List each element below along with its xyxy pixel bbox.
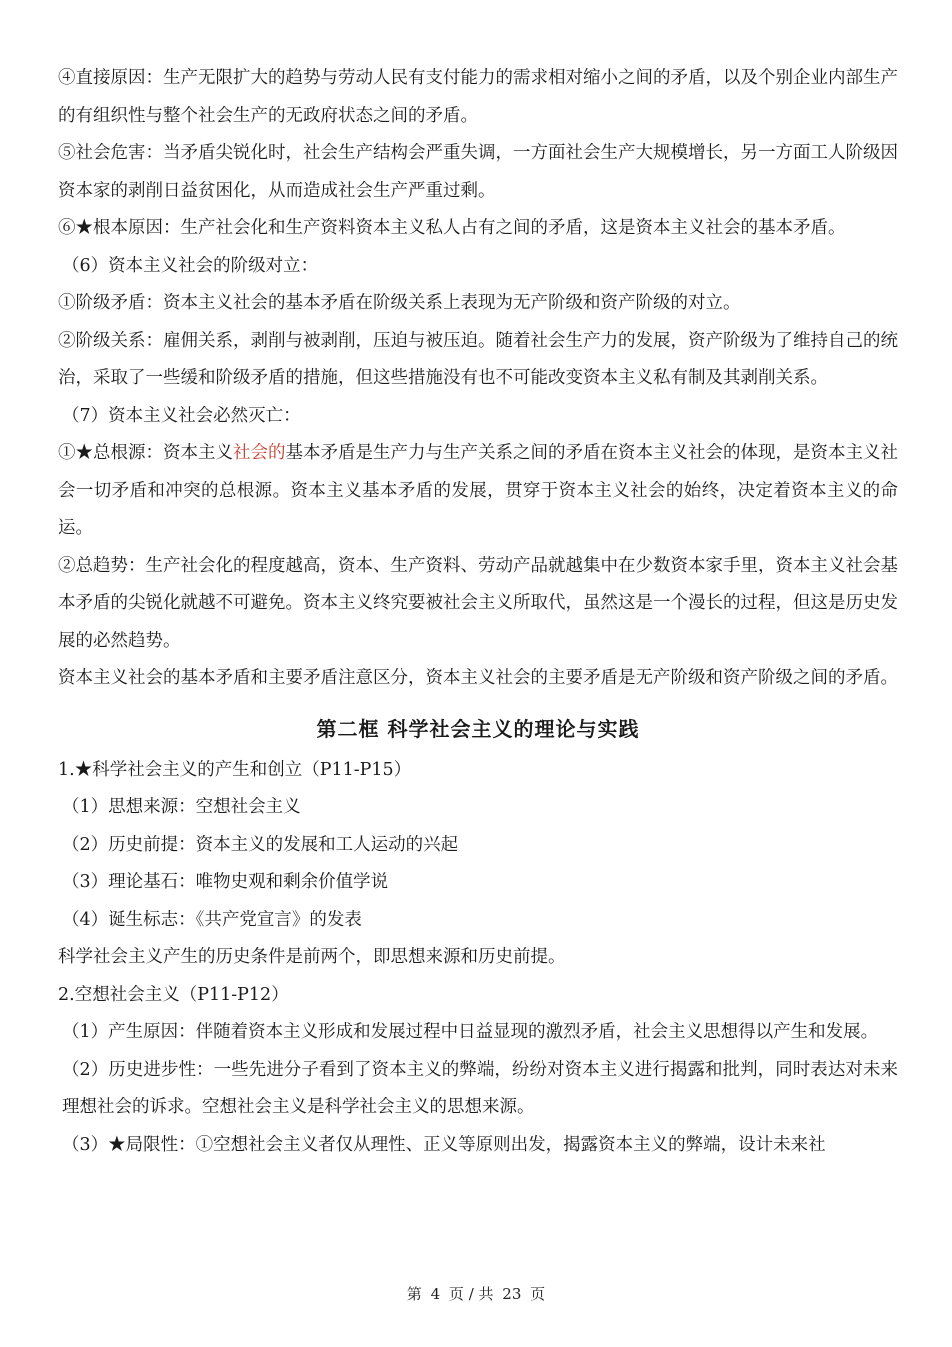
- paragraph-note-contradictions: 资本主义社会的基本矛盾和主要矛盾注意区分，资本主义社会的主要矛盾是无产阶级和资产阶级之间的矛盾。: [58, 668, 898, 688]
- root-source-highlight: 社会的: [233, 443, 286, 463]
- page-content: [58, 60, 898, 1164]
- subheading-class-opposition: （6）资本主义社会的阶级对立：: [62, 255, 319, 276]
- note-historical-conditions: 科学社会主义产生的历史条件是前两个，即思想来源和历史前提。: [58, 947, 566, 967]
- root-source-prefix: ①★总根源：资本主义: [58, 443, 233, 463]
- page-footer: [0, 1283, 952, 1304]
- list-item: （3）★局限性：①空想社会主义者仅从理性、正义等原则出发，揭露资本主义的弊端，设计未来社: [62, 1134, 826, 1155]
- section-title: 第二框 科学社会主义的理论与实践: [316, 716, 640, 741]
- footer-mid: 页 / 共: [448, 1285, 494, 1303]
- list-item: （1）思想来源：空想社会主义: [62, 797, 301, 817]
- footer-suffix: 页: [530, 1285, 546, 1303]
- list-item: （4）诞生标志：《共产党宣言》的发表: [62, 909, 362, 930]
- root-source-suffix: 基本矛盾是生产力与生产关系之间的矛盾在资本主义社会的体现，是资本主义社会一切矛盾和冲突的总根源。资本主义基本矛盾的发展，贯穿于资本主义社会的始终，决定着资本主义的命运。: [58, 443, 898, 538]
- list-item: （2）历史前提：资本主义的发展和工人运动的兴起: [62, 834, 459, 855]
- paragraph-root-cause: ⑥★根本原因：生产社会化和生产资料资本主义私人占有之间的矛盾，这是资本主义社会的基本矛盾。: [58, 218, 846, 238]
- list-item: （1）产生原因：伴随着资本主义形成和发展过程中日益显现的激烈矛盾，社会主义思想得以产生和发展。: [62, 1022, 879, 1042]
- heading-scientific-socialism-origin: 1.★科学社会主义的产生和创立（P11-P15）: [58, 759, 412, 780]
- paragraph-class-relations: ②阶级关系：雇佣关系，剥削与被剥削，压迫与被压迫。随着社会生产力的发展，资产阶级为了维持自己的统治，采取了一些缓和阶级矛盾的措施，但这些措施没有也不可能改变资本主义私有制及其剥削关系。: [58, 330, 898, 388]
- paragraph-social-harm: ⑤社会危害：当矛盾尖锐化时，社会生产结构会严重失调，一方面社会生产大规模增长，另一方面工人阶级因资本家的剥削日益贫困化，从而造成社会生产严重过剩。: [58, 143, 898, 201]
- footer-prefix: 第: [406, 1285, 422, 1303]
- list-item: （3）理论基石：唯物史观和剩余价值学说: [62, 872, 389, 892]
- list-item: （2）历史进步性：一些先进分子看到了资本主义的弊端，纷纷对资本主义进行揭露和批判，同时表达对未来理想社会的诉求。空想社会主义是科学社会主义的思想来源。: [62, 1059, 898, 1117]
- subheading-inevitable-demise: （7）资本主义社会必然灭亡：: [62, 405, 301, 426]
- paragraph-total-trend: ②总趋势：生产社会化的程度越高，资本、生产资料、劳动产品就越集中在少数资本家手里，资本主义社会基本矛盾的尖锐化就越不可避免。资本主义终究要被社会主义所取代，虽然这是一个漫长的过程，但这是历史发展的必然趋势。: [58, 555, 898, 651]
- paragraph-direct-cause: ④直接原因：生产无限扩大的趋势与劳动人民有支付能力的需求相对缩小之间的矛盾，以及个别企业内部生产的有组织性与整个社会生产的无政府状态之间的矛盾。: [58, 68, 898, 126]
- paragraph-class-contradiction: ①阶级矛盾：资本主义社会的基本矛盾在阶级关系上表现为无产阶级和资产阶级的对立。: [58, 293, 741, 313]
- paragraph-total-root-source: [58, 435, 898, 548]
- footer-total-pages: 23: [502, 1285, 522, 1303]
- heading-utopian-socialism: 2.空想社会主义（P11-P12）: [58, 984, 289, 1005]
- footer-page-number: 4: [430, 1285, 441, 1303]
